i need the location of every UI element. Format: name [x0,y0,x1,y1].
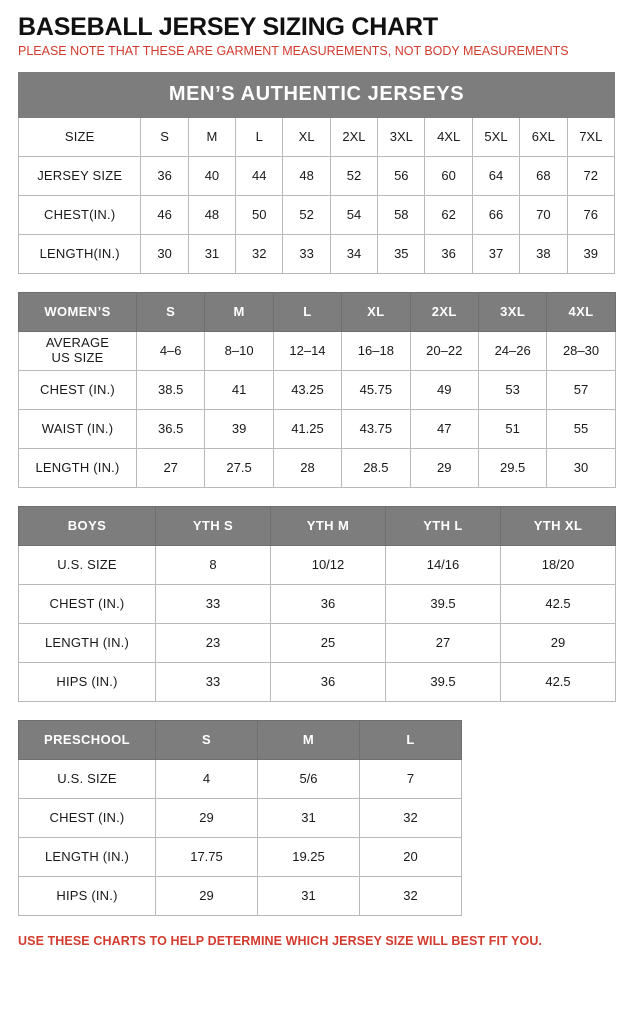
table-cell: 46 [141,195,188,234]
table-cell: 28 [273,448,341,487]
row-label: U.S. SIZE [19,545,156,584]
row-label: HIPS (IN.) [19,876,156,915]
table-cell: 37 [472,234,519,273]
table-header-cell: M [205,292,273,331]
table-row [19,292,616,331]
table-header-cell: 7XL [567,117,614,156]
table-cell: 42.5 [501,584,616,623]
row-label-line1: AVERAGE [45,334,110,350]
table-cell: 7 [360,759,462,798]
table-cell: 57 [547,370,615,409]
table-header-cell: 2XL [410,292,478,331]
table-header-cell: WOMEN’S [19,292,137,331]
row-label: CHEST (IN.) [19,370,137,409]
table-header-cell: S [137,292,205,331]
table-header-cell: XL [342,292,410,331]
table-cell: 30 [547,448,615,487]
table-cell: 70 [520,195,567,234]
table-cell: 31 [258,798,360,837]
table-cell: 28–30 [547,331,615,370]
table-cell: 18/20 [501,545,616,584]
table-cell: 44 [236,156,283,195]
table-header-cell: YTH XL [501,506,616,545]
table-cell: 38 [520,234,567,273]
table-cell: 12–14 [273,331,341,370]
table-cell: 48 [283,156,330,195]
table-cell: 42.5 [501,662,616,701]
table-cell: 27.5 [205,448,273,487]
table-cell: 45.75 [342,370,410,409]
table-row [19,448,616,487]
table-cell: 39.5 [386,662,501,701]
table-cell: 52 [330,156,377,195]
table-cell: 30 [141,234,188,273]
table-header-cell: S [141,117,188,156]
table-cell: 8–10 [205,331,273,370]
table-row [19,506,616,545]
row-label: CHEST (IN.) [19,798,156,837]
table-row [19,837,462,876]
table-cell: 20–22 [410,331,478,370]
table-header-cell: 4XL [547,292,615,331]
table-cell: 36 [271,662,386,701]
row-label: U.S. SIZE [19,759,156,798]
page-title: BASEBALL JERSEY SIZING CHART [18,13,438,41]
table-header-cell: SIZE [19,117,141,156]
table-cell: 51 [478,409,546,448]
table-cell: 29 [156,876,258,915]
preschool-sizing-table [18,720,462,916]
womens-sizing-table [18,292,616,488]
table-row [19,117,615,156]
table-row [19,234,615,273]
table-cell: 34 [330,234,377,273]
table-header-cell: L [360,720,462,759]
table-cell: 39 [205,409,273,448]
table-cell: 33 [156,662,271,701]
table-header-cell: 3XL [378,117,425,156]
table-cell: 4–6 [137,331,205,370]
table-cell: 28.5 [342,448,410,487]
row-label: CHEST (IN.) [19,584,156,623]
table-header-cell: YTH M [271,506,386,545]
table-cell: 39 [567,234,614,273]
table-cell: 62 [425,195,472,234]
table-header-cell: M [258,720,360,759]
table-row [19,584,616,623]
table-cell: 52 [283,195,330,234]
row-label: CHEST(IN.) [19,195,141,234]
row-label: HIPS (IN.) [19,662,156,701]
table-header-cell: YTH S [156,506,271,545]
table-cell: 38.5 [137,370,205,409]
table-row [19,195,615,234]
table-row [19,370,616,409]
table-cell: 49 [410,370,478,409]
table-cell: 43.25 [273,370,341,409]
row-label [19,331,137,370]
table-row [19,759,462,798]
table-row [19,798,462,837]
table-header-cell: 4XL [425,117,472,156]
row-label: LENGTH (IN.) [19,623,156,662]
table-header-cell: 6XL [520,117,567,156]
row-label: LENGTH (IN.) [19,837,156,876]
table-cell: 53 [478,370,546,409]
table-cell: 50 [236,195,283,234]
table-cell: 41.25 [273,409,341,448]
table-cell: 17.75 [156,837,258,876]
table-cell: 47 [410,409,478,448]
table-cell: 29 [410,448,478,487]
table-row [19,623,616,662]
boys-sizing-table [18,506,616,702]
table-header-cell: YTH L [386,506,501,545]
table-cell: 33 [283,234,330,273]
table-cell: 36 [271,584,386,623]
table-cell: 54 [330,195,377,234]
table-cell: 27 [386,623,501,662]
table-header-cell: L [236,117,283,156]
table-cell: 4 [156,759,258,798]
table-header-cell: L [273,292,341,331]
table-cell: 31 [188,234,235,273]
table-row [19,662,616,701]
table-header-cell: S [156,720,258,759]
table-cell: 19.25 [258,837,360,876]
table-cell: 48 [188,195,235,234]
row-label: LENGTH (IN.) [19,448,137,487]
table-header-cell: 5XL [472,117,519,156]
table-cell: 31 [258,876,360,915]
table-cell: 32 [236,234,283,273]
table-cell: 55 [547,409,615,448]
mens-banner: MEN’S AUTHENTIC JERSEYS [19,72,615,117]
table-cell: 68 [520,156,567,195]
table-cell: 8 [156,545,271,584]
table-header-cell: BOYS [19,506,156,545]
table-cell: 23 [156,623,271,662]
table-cell: 56 [378,156,425,195]
row-label-line2: US SIZE [51,349,104,365]
mens-sizing-table [18,72,615,274]
table-cell: 10/12 [271,545,386,584]
table-header-cell: PRESCHOOL [19,720,156,759]
table-header-cell: M [188,117,235,156]
table-cell: 29 [501,623,616,662]
row-label: LENGTH(IN.) [19,234,141,273]
table-cell: 41 [205,370,273,409]
table-cell: 5/6 [258,759,360,798]
table-cell: 43.75 [342,409,410,448]
table-cell: 32 [360,876,462,915]
table-cell: 39.5 [386,584,501,623]
table-cell: 36 [141,156,188,195]
measurement-note: PLEASE NOTE THAT THESE ARE GARMENT MEASUREMENTS, NOT BODY MEASUREMENTS [18,44,569,59]
table-cell: 25 [271,623,386,662]
table-cell: 14/16 [386,545,501,584]
table-cell: 24–26 [478,331,546,370]
table-cell: 33 [156,584,271,623]
table-row [19,156,615,195]
table-cell: 32 [360,798,462,837]
table-header-cell: 2XL [330,117,377,156]
table-cell: 29 [156,798,258,837]
table-cell: 20 [360,837,462,876]
table-row [19,72,615,117]
table-row [19,876,462,915]
table-cell: 27 [137,448,205,487]
table-cell: 72 [567,156,614,195]
table-cell: 40 [188,156,235,195]
table-cell: 76 [567,195,614,234]
table-header-cell: XL [283,117,330,156]
row-label: WAIST (IN.) [19,409,137,448]
row-label: JERSEY SIZE [19,156,141,195]
table-cell: 16–18 [342,331,410,370]
table-row [19,331,616,370]
table-row [19,545,616,584]
footer-note: USE THESE CHARTS TO HELP DETERMINE WHICH JERSEY SIZE WILL BEST FIT YOU. [18,933,543,948]
table-cell: 36.5 [137,409,205,448]
table-cell: 29.5 [478,448,546,487]
table-cell: 58 [378,195,425,234]
table-cell: 64 [472,156,519,195]
table-cell: 60 [425,156,472,195]
table-header-cell: 3XL [478,292,546,331]
table-cell: 35 [378,234,425,273]
table-cell: 66 [472,195,519,234]
table-row [19,720,462,759]
table-cell: 36 [425,234,472,273]
table-row [19,409,616,448]
